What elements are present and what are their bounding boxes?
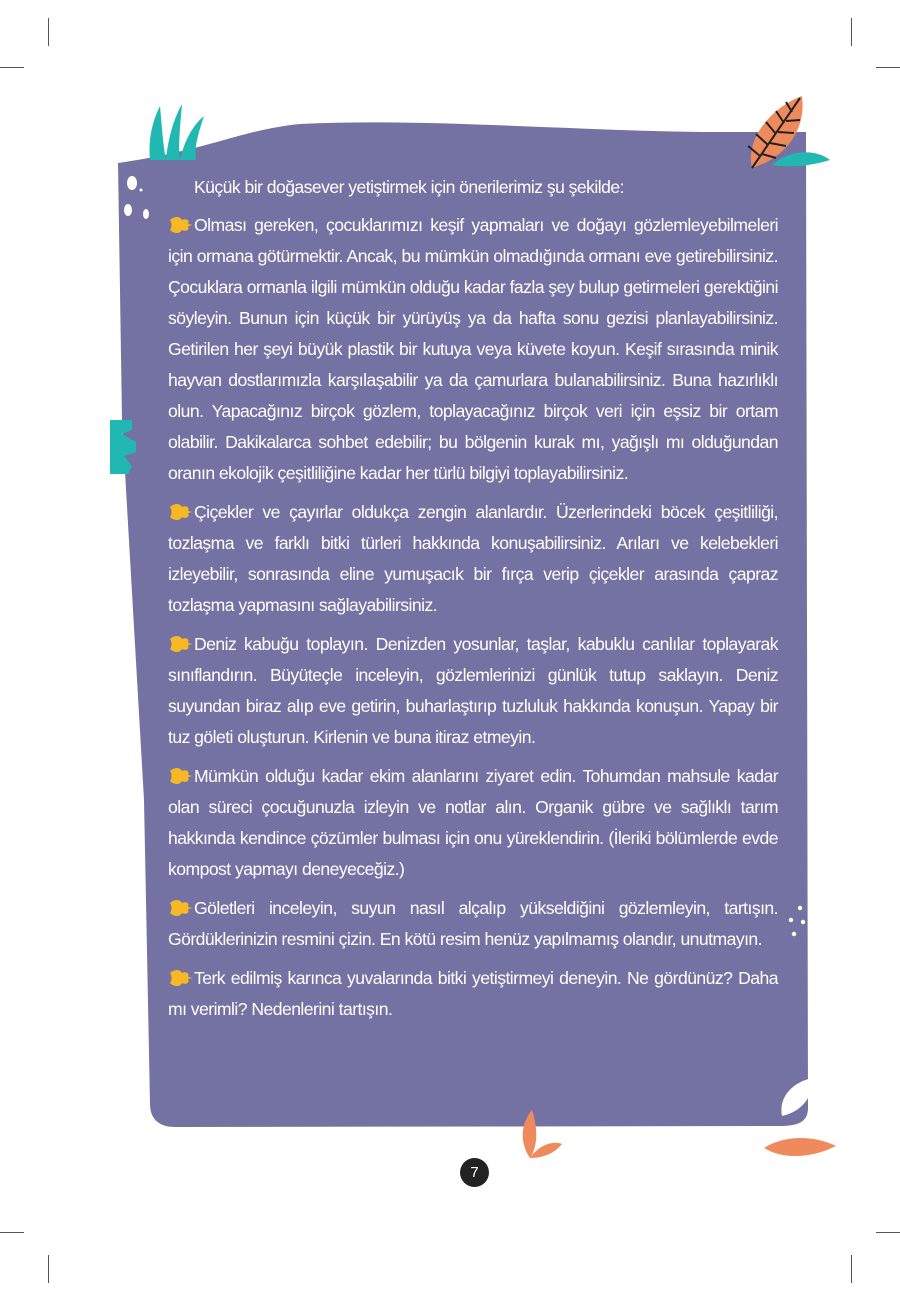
list-item <box>168 963 778 1025</box>
list-item <box>168 210 778 489</box>
leaf-arrow-icon <box>168 633 194 655</box>
list-item-text: Mümkün olduğu kadar ekim alanlarını ziyaret edin. Tohumdan mahsule kadar olan süreci çocuğunuzla izleyin ve notlar alın. Organik gübre ve sağlıklı tarım hakkında kendince çözümler bulması için onu yüreklendirin. (İleriki bölümlerde evde kompost yapmayı deneyeceğiz.) <box>168 766 778 879</box>
leaf-arrow-icon <box>168 765 194 787</box>
list-item-text: Çiçekler ve çayırlar oldukça zengin alanlardır. Üzerlerindeki böcek çeşitliliği, tozlaşma ve farklı bitki türleri hakkında konuşabilirsiniz. Arıları ve kelebekleri izleyebilir, sonrasında eline yumuşacık bir fırça verip çiçekler arasında çapraz tozlaşma yapmasını sağlayabilirsiniz. <box>168 502 778 615</box>
list-item-text: Terk edilmiş karınca yuvalarında bitki yetiştirmeyi deneyin. Ne gördünüz? Daha mı verimli? Nedenlerini tartışın. <box>168 968 778 1019</box>
page-number: 7 <box>460 1158 489 1187</box>
list-item <box>168 629 778 753</box>
content-text <box>168 172 778 1033</box>
leaf-arrow-icon <box>168 967 194 989</box>
list-item <box>168 497 778 621</box>
list-item-text: Göletleri inceleyin, suyun nasıl alçalıp yükseldiğini gözlemleyin, tartışın. Gördüklerinizin resmini çizin. En kötü resim henüz yapılmamış olandır, unutmayın. <box>168 898 778 949</box>
list-item-text: Olması gereken, çocuklarımızı keşif yapmaları ve doğayı gözlemleyebilmeleri için ormana götürmektir. Ancak, bu mümkün olmadığında ormanı eve getirebilirsiniz. Çocuklara ormanla ilgili mümkün olduğu kadar fazla şey bulup getirmeleri gerektiğini söyleyin. Bunun için küçük bir yürüyüş ya da hafta sonu gezisi planlayabilirsiniz. Getirilen her şeyi büyük plastik bir kutuya veya küvete koyun. Keşif sırasında minik hayvan dostlarımızla karşılaşabilir ya da çamurlara bulanabilirsiniz. Buna hazırlıklı olun. Yapacağınız birçok gözlem, toplayacağınız birçok veri için eşsiz bir ortam olabilir. Dakikalarca sohbet edebilir; bu bölgenin kurak mı, yağışlı mı olduğundan oranın ekolojik çeşitliliğine kadar her türlü bilgiyi toplayabilirsiniz. <box>168 215 778 483</box>
list-item-text: Deniz kabuğu toplayın. Denizden yosunlar, taşlar, kabuklu canlılar toplayarak sınıflandırın. Büyüteçle inceleyin, gözlemlerinizi günlük tutup saklayın. Deniz suyundan biraz alıp eve getirin, buharlaştırıp tuzluluk hakkında konuşun. Yapay bir tuz göleti oluşturun. Kirlenin ve buna itiraz etmeyin. <box>168 634 778 747</box>
leaf-arrow-icon <box>168 897 194 919</box>
list-item <box>168 893 778 955</box>
leaf-arrow-icon <box>168 501 194 523</box>
fern-leaf-icon <box>748 96 830 168</box>
leaf-arrow-icon <box>168 214 194 236</box>
list-item <box>168 761 778 885</box>
intro-text: Küçük bir doğasever yetiştirmek için önerilerimiz şu şekilde: <box>194 177 624 197</box>
leaf-icon <box>764 1138 836 1156</box>
